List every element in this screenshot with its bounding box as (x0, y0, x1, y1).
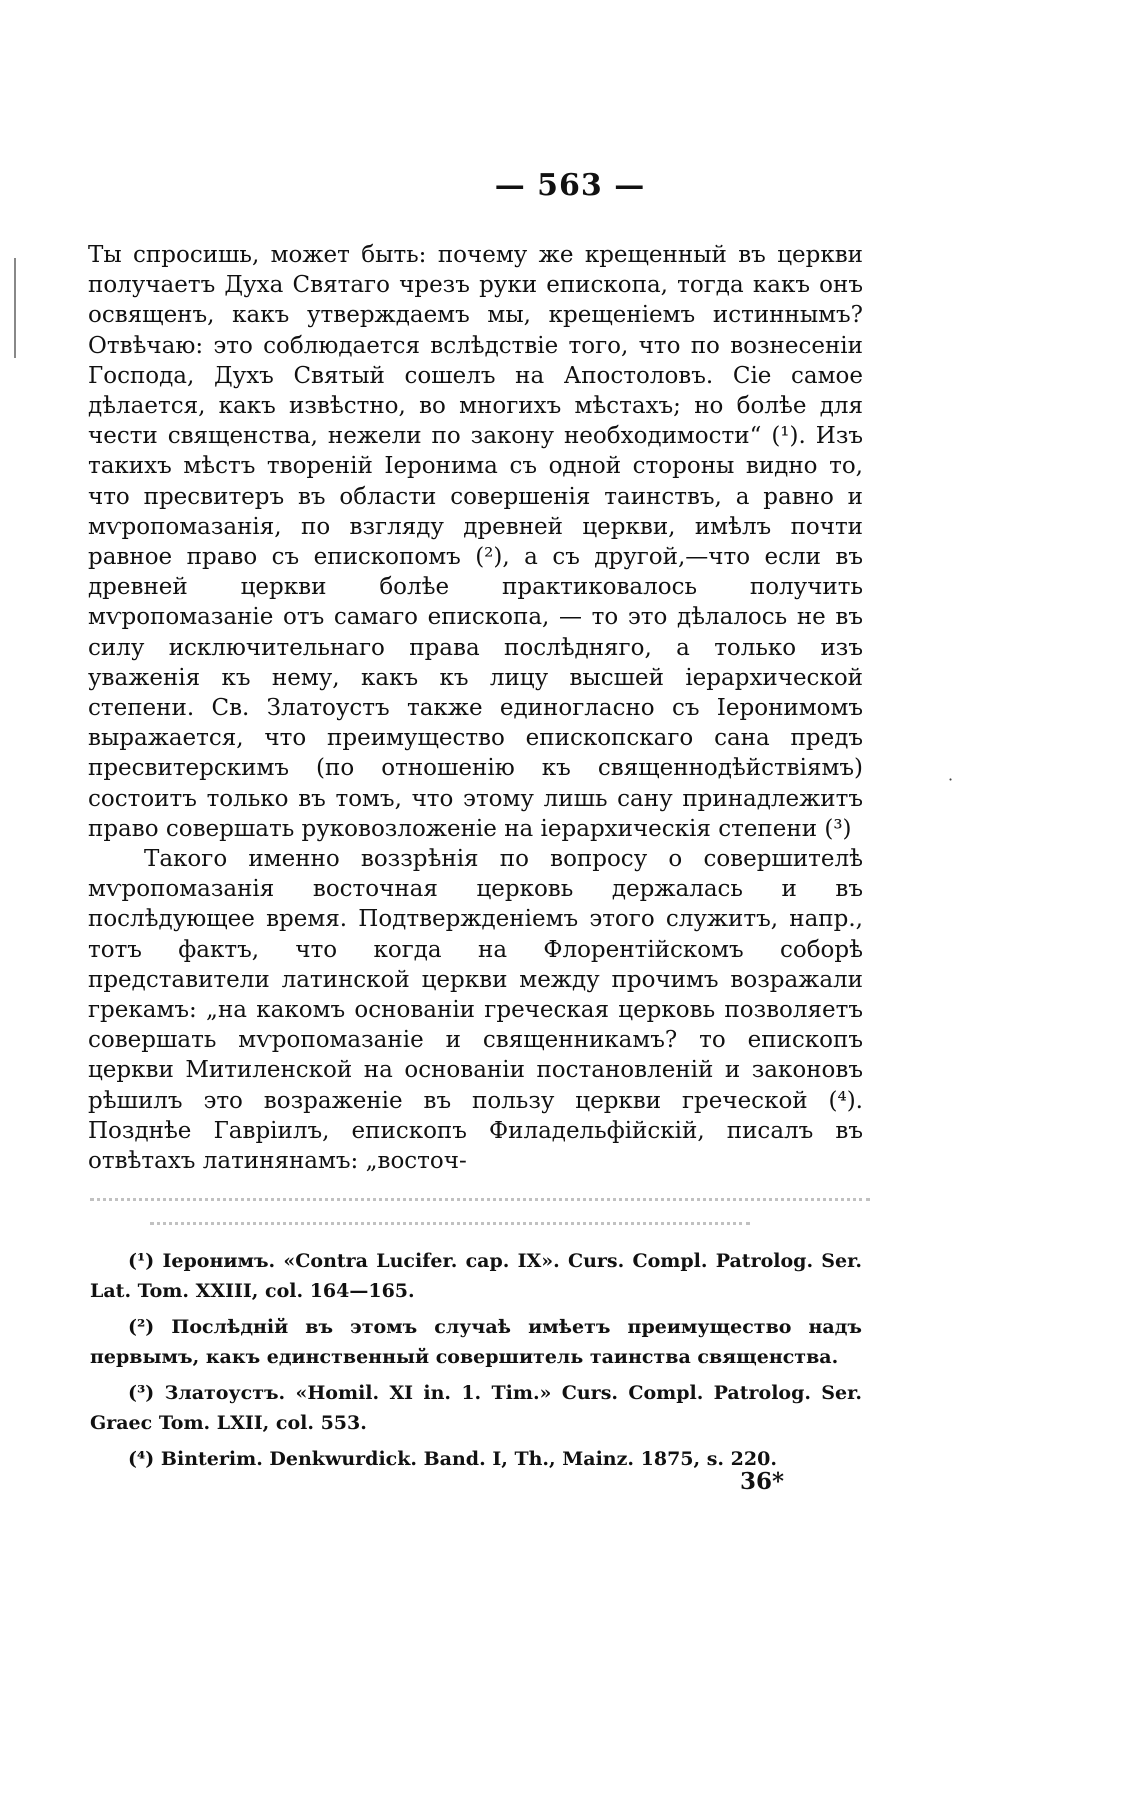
page-number: — 563 — (494, 168, 646, 203)
footnotes (90, 1246, 862, 1480)
footnote: (⁴) Binterim. Denkwurdick. Band. I, Th., Mainz. 1875, s. 220. (128, 1448, 777, 1470)
paragraph: Ты спросишь, может быть: почему же крещенный въ церкви получаетъ Духа Святаго чрезъ руки епископа, тогда какъ онъ освященъ, какъ утверждаемъ мы, крещеніемъ истиннымъ? Отвѣчаю: это соблюдается вслѣдствіе того, что по вознесеніи Господа, Духъ Святый сошелъ на Апостоловъ. Сіе самое дѣлается, какъ извѣстно, во многихъ мѣстахъ; но болѣе для чести священства, нежели по закону необходимости“ (¹). Изъ такихъ мѣстъ твореній Іеронима съ одной стороны видно то, что пресвитеръ въ области совершенія таинствъ, а равно и мѵропомазанія, по взгляду древней церкви, имѣлъ почти равное право съ епископомъ (²), а съ другой,—что если въ древней церкви болѣе практиковалось получить мѵропомазаніе отъ самаго епископа, — то это дѣлалось не въ силу исключительнаго права послѣдняго, а только изъ уваженія къ нему, какъ къ лицу высшей іерархической степени. Св. Златоустъ также единогласно съ Іеронимомъ выражается, что преимущество епископскаго сана предъ пресвитерскимъ (по отношенію къ священнодѣйствіямъ) состоитъ только въ томъ, что этому лишь сану принадлежитъ право совершать руковозложеніе на іерархическія степени (³) (88, 242, 863, 842)
scan-noise-dots (90, 1198, 870, 1205)
footnote: (²) Послѣдній въ этомъ случаѣ имѣетъ преимущество надъ первымъ, какъ единственный совершитель таинства священства. (90, 1316, 862, 1368)
scan-noise-dots (150, 1222, 750, 1229)
printer-signature-mark: 36* (740, 1468, 785, 1495)
main-text (88, 240, 863, 1176)
footnote: (¹) Іеронимъ. «Contra Lucifer. cap. IX». Curs. Compl. Patrolog. Ser. Lat. Tom. XXIII, col. 164—165. (90, 1250, 862, 1302)
scan-speck: · (948, 770, 954, 789)
scan-margin-rule (14, 258, 16, 358)
footnote: (³) Златоустъ. «Homil. XI in. 1. Tim.» Curs. Compl. Patrolog. Ser. Graec Tom. LXII, col. 553. (90, 1382, 862, 1434)
paragraph: Такого именно воззрѣнія по вопросу о совершителѣ мѵропомазанія восточная церковь держалась и въ послѣдующее время. Подтвержденіемъ этого служитъ, напр., тотъ фактъ, что когда на Флорентійскомъ соборѣ представители латинской церкви между прочимъ возражали грекамъ: „на какомъ основаніи греческая церковь позволяетъ совершать мѵропомазаніе и священникамъ? то епископъ церкви Митиленской на основаніи постановленій и законовъ рѣшилъ это возраженіе въ пользу церкви греческой (⁴). Позднѣе Гавріилъ, епископъ Филадельфійскій, писалъ въ отвѣтахъ латинянамъ: „восточ- (88, 846, 863, 1175)
